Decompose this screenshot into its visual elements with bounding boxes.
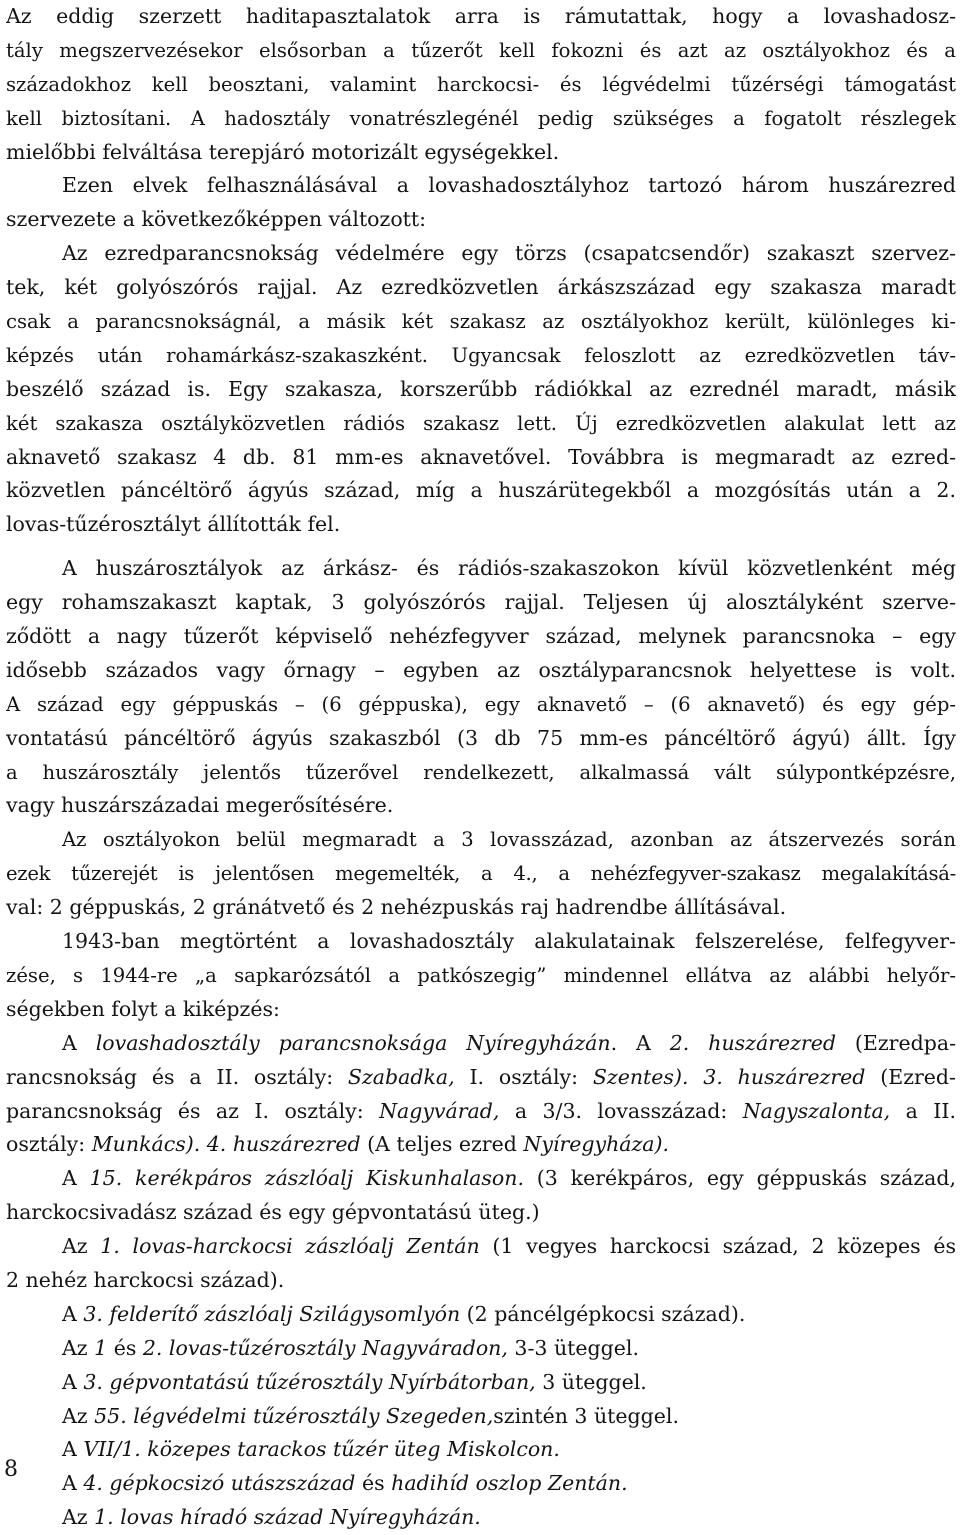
text-segment: a 3/3. lovasszázad: (499, 1098, 743, 1123)
text-line (6, 0, 956, 34)
text-line (6, 722, 956, 756)
text-segment: 2 nehéz harckocsi század). (6, 1267, 285, 1292)
text-segment: A (62, 1369, 84, 1394)
text-line (6, 756, 956, 790)
text-segment: parancsnokság és az I. osztály: (6, 1098, 380, 1123)
text-segment: szervezete a következőképpen változott: (6, 207, 427, 232)
text-segment: képzés után rohamárkász-szakaszként. Ugyancsak feloszlott az ezredközvetlen táv- (6, 343, 956, 367)
text-segment: A huszárosztályok az árkász- és rádiós-szakaszokon kívül közvetlenként még (62, 556, 956, 581)
italic-text: Nagyszalonta, (742, 1098, 891, 1123)
italic-text: 15. kerékpáros zászlóalj Kiskunhalason. (89, 1166, 524, 1191)
text-line (6, 1264, 956, 1298)
body-text (6, 0, 956, 1535)
text-segment: idősebb százados vagy őrnagy – egyben az osztályparancsnok helyettese is volt. (6, 657, 956, 682)
text-segment: A század egy géppuskás – (6 géppuska), egy aknavető – (6 aknavető) és egy gép- (6, 692, 956, 716)
text-line (6, 373, 956, 407)
text-line (6, 925, 956, 959)
text-line (6, 857, 956, 891)
italic-text: 55. légvédelmi tűzérosztály Szegeden, (94, 1403, 494, 1428)
text-segment: A (62, 1471, 84, 1496)
text-segment: (2 páncélgépkocsi század). (460, 1301, 746, 1326)
italic-text: 3. felderítő zászlóalj Szilágysomlyón (83, 1301, 461, 1326)
text-segment: Az (62, 1403, 95, 1428)
text-line (6, 959, 956, 993)
text-segment: (Ezredpa- (835, 1030, 956, 1055)
italic-text: lovashadosztály parancsnoksága Nyíregyházán (95, 1030, 611, 1055)
text-line (6, 1298, 956, 1332)
text-line (6, 169, 956, 203)
text-segment: vagy huszárszázadai megerősítésére. (6, 793, 394, 818)
text-segment: (1 vegyes harckocsi század, 2 közepes és (479, 1234, 956, 1259)
text-line (6, 891, 956, 925)
text-line (6, 305, 956, 339)
text-line (6, 1027, 956, 1061)
text-line (6, 552, 956, 586)
text-line (6, 1196, 956, 1230)
text-line (6, 688, 956, 722)
text-segment: aknavető szakasz 4 db. 81 mm-es aknavetővel. Továbbra is megmaradt az ezred- (6, 444, 956, 469)
italic-text: 1. lovas-harckocsi zászlóalj Zentán (100, 1234, 480, 1259)
text-segment: két szakasza osztályközvetlen rádiós szakasz lett. Új ezredközvetlen alakulat lett az (6, 411, 956, 435)
text-segment: harckocsivadász század és egy gépvontatású üteg.) (6, 1200, 540, 1225)
text-line (6, 654, 956, 688)
italic-text: Szentes). 3. huszárezred (592, 1064, 866, 1089)
text-segment: 1943-ban megtörtént a lovashadosztály alakulatainak felszerelése, felfegyver- (62, 929, 956, 954)
text-segment: I. osztály: (454, 1064, 593, 1089)
text-line (6, 102, 956, 136)
italic-text: Nagyvárad, (379, 1098, 500, 1123)
italic-text: 1. lovas híradó század Nyíregyházán. (94, 1505, 481, 1530)
text-segment: A (62, 1301, 84, 1326)
text-segment: vontatású páncéltörő ágyús szakaszból (3 db 75 mm-es páncéltörő ágyú) állt. Így (6, 725, 956, 750)
text-line (6, 203, 956, 237)
text-segment: A (62, 1166, 90, 1191)
text-line (6, 508, 956, 542)
text-segment: 3-3 üteggel. (507, 1335, 639, 1360)
text-segment: közvetlen páncéltörő ágyús század, míg a huszárütegekből a mozgósítás után a 2. (6, 478, 956, 503)
italic-text: 1 (94, 1335, 108, 1360)
text-segment: val: 2 géppuskás, 2 gránátvető és 2 nehézpuskás raj hadrendbe állításával. (6, 895, 787, 920)
text-line (6, 1061, 956, 1095)
text-segment: lovas-tűzérosztályt állították fel. (6, 512, 341, 537)
text-line (6, 474, 956, 508)
text-line (6, 407, 956, 441)
text-segment: zése, s 1944-re „a sapkarózsától a patkószegig” mindennel ellátva az alábbi helyőr- (6, 963, 956, 987)
text-line (6, 1501, 956, 1535)
text-segment: egy rohamszakaszt kaptak, 3 golyószórós rajjal. Teljesen új alosztályként szerve- (6, 590, 956, 615)
italic-text: 3. gépvontatású tűzérosztály Nyírbátorban, (83, 1369, 536, 1394)
text-line (6, 1332, 956, 1366)
text-line (6, 586, 956, 620)
text-line (6, 1162, 956, 1196)
text-line (6, 271, 956, 305)
text-segment: Az ezredparancsnokság védelmére egy törzs (csapatcsendőr) szakaszt szervez- (62, 241, 956, 266)
italic-text: 2. huszárezred (669, 1030, 836, 1055)
text-line (6, 1366, 956, 1400)
italic-text: Szabadka, (347, 1064, 455, 1089)
text-segment: Az osztályokon belül megmaradt a 3 lovasszázad, azonban az átszervezés során (62, 828, 956, 852)
text-segment: beszélő század is. Egy szakasza, korszerűbb rádiókkal az ezrednél maradt, másik (6, 376, 956, 401)
text-line (6, 136, 956, 170)
italic-text: hadihíd oszlop Zentán. (391, 1471, 628, 1496)
text-segment: csak a parancsnokságnál, a másik két szakasz az osztályokhoz került, különleges ki- (6, 310, 956, 334)
text-segment: osztály: (6, 1132, 92, 1157)
italic-text: Nyíregyháza). (523, 1132, 670, 1157)
text-segment: ségekben folyt a kiképzés: (6, 996, 280, 1021)
text-segment: mielőbbi felváltása terepjáró motorizált egységekkel. (6, 139, 560, 164)
italic-text: Munkács). 4. huszárezred (91, 1132, 361, 1157)
text-segment: . A (610, 1030, 670, 1055)
text-segment: Az eddig szerzett haditapasztalatok arra is rámutattak, hogy a lovashadosz- (6, 4, 956, 28)
text-segment: Az (62, 1234, 101, 1259)
text-segment: 3 üteggel. (535, 1369, 647, 1394)
text-line (6, 339, 956, 373)
text-line (6, 1230, 956, 1264)
text-segment: (A teljes ezred (360, 1132, 524, 1157)
text-line (6, 68, 956, 102)
text-line (6, 1400, 956, 1434)
text-line (6, 237, 956, 271)
italic-text: VII/1. közepes tarackos tűzér üteg Miskolcon. (83, 1437, 560, 1462)
text-segment: tek, két golyószórós rajjal. Az ezredközvetlen árkászszázad egy szakasza maradt (6, 275, 956, 300)
text-segment: és (107, 1335, 143, 1360)
text-line (6, 1467, 956, 1501)
text-segment: Ezen elvek felhasználásával a lovashadosztályhoz tartozó három huszárezred (62, 173, 956, 198)
italic-text: 4. gépkocsizó utászszázad (83, 1471, 356, 1496)
text-line (6, 993, 956, 1027)
text-segment: (Ezred- (865, 1064, 956, 1089)
text-segment: a huszárosztály jelentős tűzerővel rendelkezett, alkalmassá vált súlypontképzésre, (6, 760, 956, 784)
text-line (6, 1128, 956, 1162)
text-line (6, 823, 956, 857)
page-number: 8 (4, 1457, 18, 1482)
text-segment: Az (62, 1335, 95, 1360)
text-segment: tály megszervezésekor elsősorban a tűzerőt kell fokozni és azt az osztályokhoz és a (6, 38, 956, 62)
italic-text: 2. lovas-tűzérosztály Nagyváradon, (142, 1335, 508, 1360)
text-segment: ződött a nagy tűzerőt képviselő nehézfegyver század, melynek parancsnoka – egy (6, 624, 956, 649)
text-segment: és (355, 1471, 392, 1496)
text-segment: szintén 3 üteggel. (493, 1403, 680, 1428)
text-segment: A (62, 1437, 84, 1462)
text-line (6, 1433, 956, 1467)
text-segment: rancsnokság és a II. osztály: (6, 1064, 348, 1089)
text-line (6, 441, 956, 475)
text-line (6, 1095, 956, 1129)
text-segment: (3 kerékpáros, egy géppuskás század, (523, 1166, 956, 1191)
text-line (6, 620, 956, 654)
text-segment: A (62, 1030, 96, 1055)
text-segment: kell biztosítani. A hadosztály vonatrészlegénél pedig szükséges a fogatolt részlegek (6, 106, 956, 130)
text-line (6, 34, 956, 68)
text-line (6, 789, 956, 823)
text-segment: századokhoz kell beosztani, valamint harckocsi- és légvédelmi tűzérségi támogatást (6, 72, 956, 96)
text-segment: Az (62, 1505, 95, 1530)
text-segment: a II. (890, 1098, 956, 1123)
text-segment: ezek tűzerejét is jelentősen megemelték, a 4., a nehézfegyver-szakasz megalakításá- (6, 862, 956, 886)
